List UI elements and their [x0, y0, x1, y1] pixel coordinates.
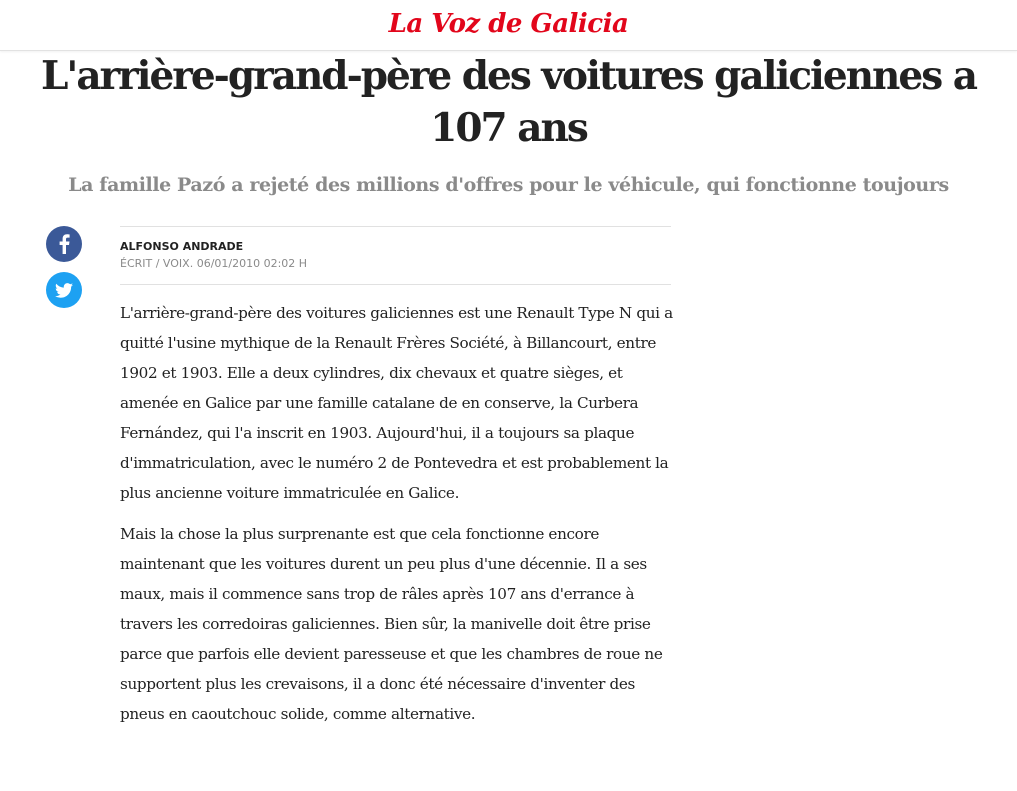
article-body [120, 298, 676, 740]
publish-dateline: ÉCRIT / VOIX. 06/01/2010 02:02 H [120, 257, 308, 270]
article-paragraph: Mais la chose la plus surprenante est que cela fonctionne encore maintenant que les voitures durent un peu plus d'une décennie. Il a ses maux, mais il commence sans trop de râles après 107 ans d'errance à travers les corredoiras galiciennes. Bien sûr, la manivelle doit être prise parce que parfois elle devient paresseuse et que les chambres de roue ne supportent plus les crevaisons, il a donc été nécessaire d'inventer des pneus en caoutchouc solide, comme alternative. [120, 525, 663, 723]
facebook-share-button[interactable] [46, 226, 82, 262]
site-header [0, 0, 1017, 51]
site-logo[interactable]: La Voz de Galicia [388, 9, 629, 39]
twitter-share-button[interactable] [46, 272, 82, 308]
article-subtitle: La famille Pazó a rejeté des millions d'offres pour le véhicule, qui fonctionne toujours [68, 174, 949, 196]
twitter-icon [55, 283, 73, 298]
author-name[interactable]: ALFONSO ANDRADE [120, 240, 244, 253]
article-paragraph: L'arrière-grand-père des voitures galiciennes est une Renault Type N qui a quitté l'usine mythique de la Renault Frères Société, à Billancourt, entre 1902 et 1903. Elle a deux cylindres, dix chevaux et quatre sièges, et amenée en Galice par une famille catalane de en conserve, la Curbera Fernández, qui l'a inscrit en 1903. Aujourd'hui, il a toujours sa plaque d'immatriculation, avec le numéro 2 de Pontevedra et est probablement la plus ancienne voiture immatriculée en Galice. [120, 304, 673, 502]
article-headline: L'arrière-grand-père des voitures galiciennes a 107 ans [40, 53, 977, 151]
article-byline [120, 226, 671, 285]
facebook-icon [58, 234, 70, 254]
